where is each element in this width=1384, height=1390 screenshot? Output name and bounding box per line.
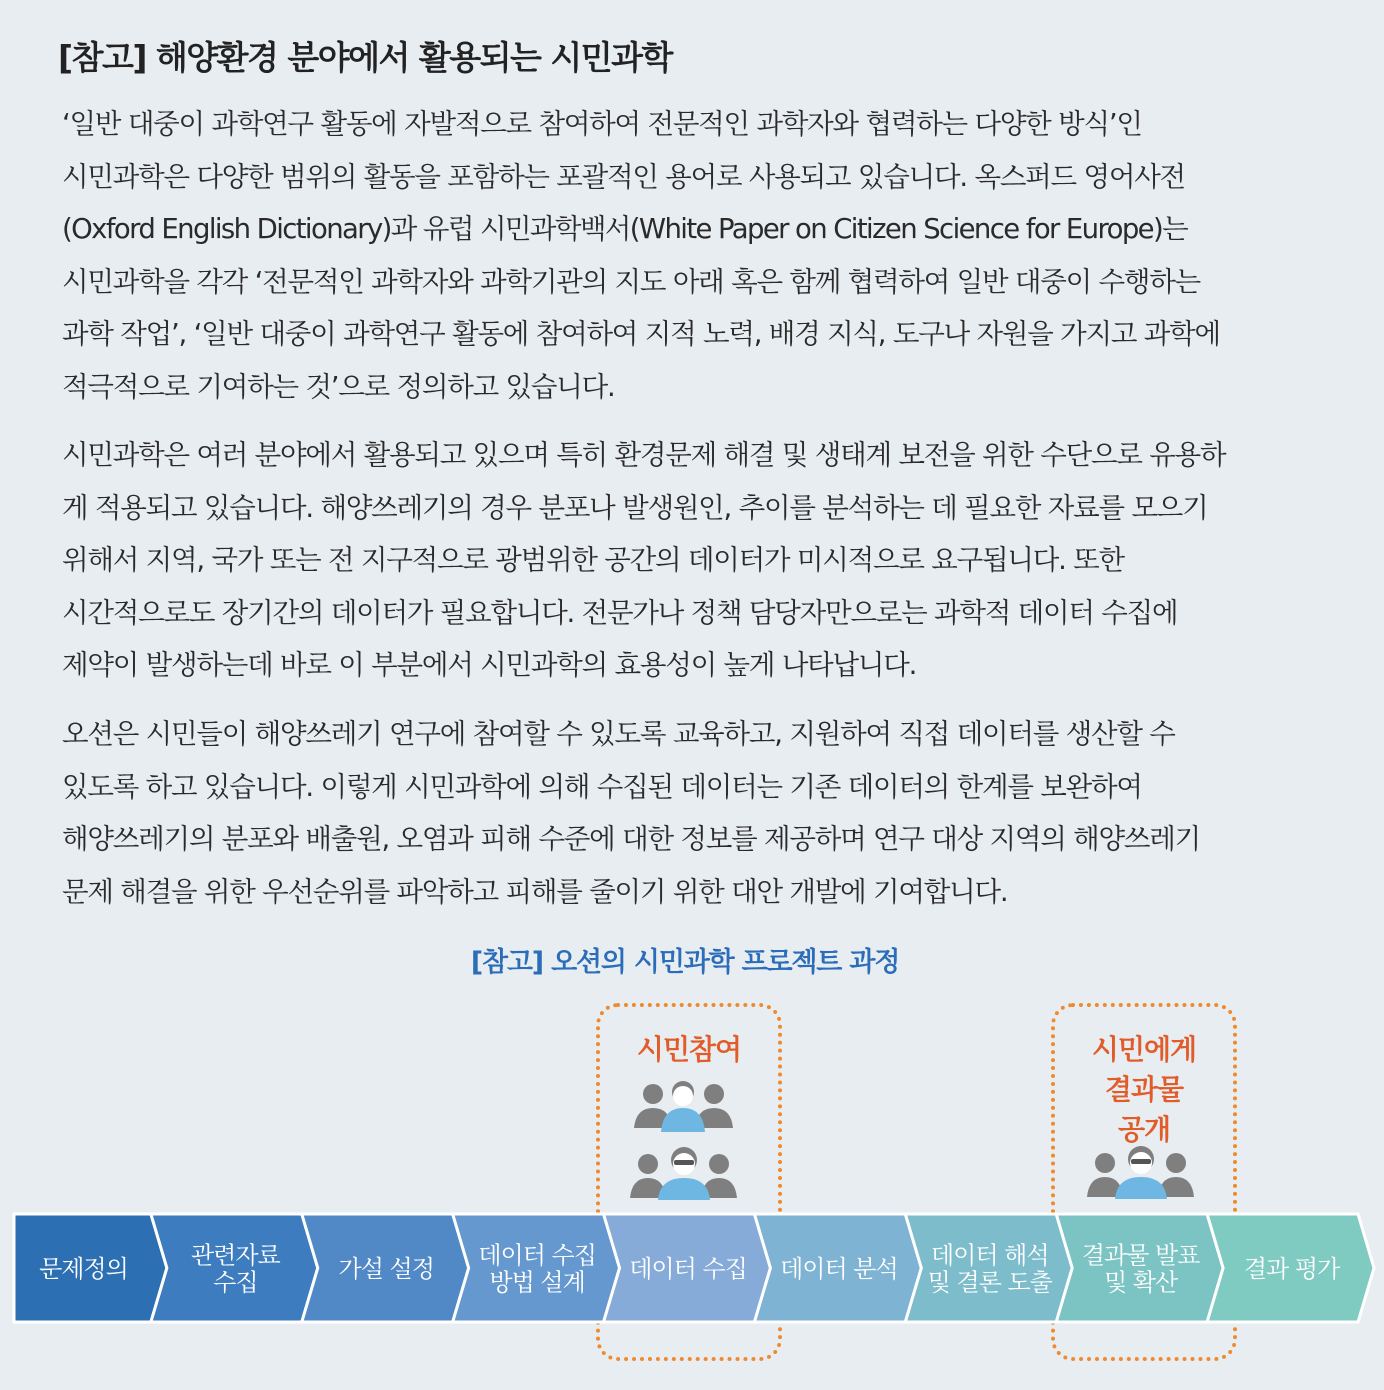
paragraph-line: 적극적으로 기여하는 것’으로 정의하고 있습니다.	[62, 370, 615, 403]
process-step	[604, 1214, 771, 1322]
process-step-label: 결과물 발표	[1081, 1241, 1200, 1270]
process-step-label: 데이터 분석	[780, 1255, 898, 1283]
paragraph-line: 오션은 시민들이 해양쓰레기 연구에 참여할 수 있도록 교육하고, 지원하여 직접 데이터를 생산할 수	[62, 718, 1175, 750]
process-step-label: 데이터 해석	[930, 1241, 1049, 1270]
release-label-line: 시민에게	[1091, 1033, 1197, 1066]
paragraph-line: 과학 작업’, ‘일반 대중이 과학연구 활동에 참여하여 지적 노력, 배경 지식, 도구나 자원을 가지고 과학에	[62, 318, 1220, 350]
group-of-people-icon	[1085, 1145, 1197, 1201]
process-step-label: 및 결론 도출	[927, 1268, 1052, 1297]
page-title: [참고] 해양환경 분야에서 활용되는 시민과학	[58, 38, 672, 77]
process-step	[1056, 1214, 1223, 1322]
paragraph-ocean	[62, 708, 1362, 918]
paragraph-usage	[62, 429, 1362, 692]
process-step-label: 문제정의	[39, 1255, 128, 1283]
paragraph-line: 시민과학은 여러 분야에서 활용되고 있으며 특히 환경문제 해결 및 생태계 보전을 위한 수단으로 유용하	[62, 439, 1226, 471]
process-step-label: 결과 평가	[1243, 1255, 1340, 1283]
diagram-title: [참고] 오션의 시민과학 프로젝트 과정	[470, 947, 900, 978]
paragraph-definition	[62, 98, 1362, 413]
paragraph-line: (Oxford English Dictionary)과 유럽 시민과학백서(White Paper on Citizen Science for Europe)는	[62, 213, 1188, 245]
process-steps	[0, 1208, 1384, 1332]
process-step-label: 가설 설정	[338, 1255, 434, 1283]
paragraph-line: 게 적용되고 있습니다. 해양쓰레기의 경우 분포나 발생원인, 추이를 분석하는 데 필요한 자료를 모으기	[62, 491, 1208, 524]
process-step-label: 및 확산	[1104, 1268, 1178, 1297]
process-step	[151, 1214, 318, 1322]
process-step-label: 관련자료	[190, 1241, 280, 1270]
process-step	[905, 1214, 1072, 1322]
paragraph-line: ‘일반 대중이 과학연구 활동에 자발적으로 참여하여 전문적인 과학자와 협력하는 다양한 방식’인	[62, 108, 1142, 140]
process-step	[302, 1214, 469, 1322]
process-step-label: 데이터 수집	[478, 1241, 596, 1270]
process-step	[14, 1214, 167, 1322]
paragraph-line: 제약이 발생하는데 바로 이 부분에서 시민과학의 효용성이 높게 나타납니다.	[62, 649, 917, 681]
release-label-line: 공개	[1117, 1113, 1171, 1146]
process-step-label: 수집	[213, 1268, 258, 1297]
paragraph-line: 해양쓰레기의 분포와 배출원, 오염과 피해 수준에 대한 정보를 제공하며 연구 대상 지역의 해양쓰레기	[62, 823, 1201, 855]
process-step-label: 방법 설계	[489, 1268, 585, 1297]
group-of-people-icon	[628, 1078, 740, 1202]
paragraph-line: 위해서 지역, 국가 또는 전 지구적으로 광범위한 공간의 데이터가 미시적으로 요구됩니다. 또한	[62, 544, 1124, 576]
participation-label: 시민참여	[636, 1033, 742, 1066]
paragraph-line: 시민과학은 다양한 범위의 활동을 포함하는 포괄적인 용어로 사용되고 있습니다. 옥스퍼드 영어사전	[62, 160, 1185, 193]
paragraph-line: 시민과학을 각각 ‘전문적인 과학자와 과학기관의 지도 아래 혹은 함께 협력하여 일반 대중이 수행하는	[62, 265, 1201, 298]
release-label-line: 결과물	[1104, 1073, 1184, 1106]
process-step	[1207, 1214, 1374, 1322]
process-step	[453, 1214, 620, 1322]
paragraph-line: 시간적으로도 장기간의 데이터가 필요합니다. 전문가나 정책 담당자만으로는 과학적 데이터 수집에	[62, 596, 1178, 629]
process-step-label: 데이터 수집	[629, 1255, 747, 1283]
paragraph-line: 문제 해결을 위한 우선순위를 파악하고 피해를 줄이기 위한 대안 개발에 기여합니다.	[62, 875, 1008, 908]
process-step	[754, 1214, 921, 1322]
paragraph-line: 있도록 하고 있습니다. 이렇게 시민과학에 의해 수집된 데이터는 기존 데이터의 한계를 보완하여	[62, 770, 1142, 803]
release-label	[1051, 1030, 1237, 1150]
